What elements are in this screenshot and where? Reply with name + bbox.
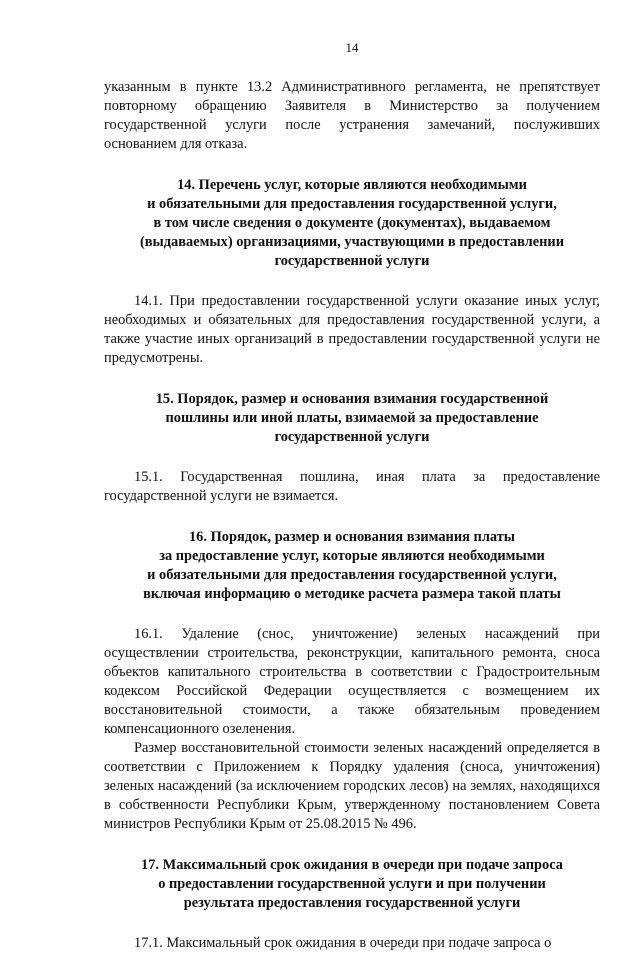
heading-line: о предоставлении государственной услуги и при получении	[158, 876, 546, 892]
heading-line: государственной услуги	[274, 429, 430, 445]
section-15-paragraph-1: 15.1. Государственная пошлина, иная плата за предоставление государственной услуги не взимается.	[104, 469, 600, 504]
heading-line: включая информацию о методике расчета размера такой платы	[143, 586, 561, 602]
document-page	[104, 40, 600, 953]
section-14-heading	[104, 176, 600, 271]
intro-paragraph: указанным в пункте 13.2 Административного регламента, не препятствует повторному обращению Заявителя в Министерство за получением государственной услуги после устранения замечаний, послуживших основанием для отказа.	[104, 79, 600, 152]
heading-line: государственной услуги	[274, 253, 430, 269]
heading-line: 16. Порядок, размер и основания взимания платы	[188, 529, 516, 545]
heading-line: за предоставление услуг, которые являются необходимыми	[159, 548, 545, 564]
section-15-heading	[104, 390, 600, 447]
section-14-paragraph-1: 14.1. При предоставлении государственной услуги оказание иных услуг, необходимых и обязательных для предоставления государственной услуги, а также участие иных организаций в предоставлении государственной услуги не предусмотрены.	[104, 293, 600, 366]
heading-line: результата предоставления государственной услуги	[183, 895, 521, 911]
section-16-paragraph-1: 16.1. Удаление (снос, уничтожение) зеленых насаждений при осуществлении строительства, реконструкции, капитального ремонта, сноса объектов капитального строительства в соответствии с Градостроительным кодексом Российской Федерации осуществляется с возмещением их восстановительной стоимости, а также обязательным проведением компенсационного озеленения.	[104, 626, 600, 737]
section-16-paragraph-2: Размер восстановительной стоимости зеленых насаждений определяется в соответствии с Приложением к Порядку удаления (сноса, уничтожения) зеленых насаждений (за исключением городских лесов) на землях, находящихся в собственности Республики Крым, утвержденному постановлением Совета министров Республики Крым от 25.08.2015 № 496.	[104, 740, 600, 832]
page-number: 14	[345, 40, 359, 55]
heading-line: 15. Порядок, размер и основания взимания государственной	[155, 391, 549, 407]
section-17-heading	[104, 856, 600, 913]
heading-line: 14. Перечень услуг, которые являются необходимыми	[177, 177, 527, 193]
heading-line: 17. Максимальный срок ожидания в очереди при подаче запроса	[141, 857, 563, 873]
section-16-heading	[104, 528, 600, 604]
heading-line: в том числе сведения о документе (документах), выдаваемом	[153, 215, 551, 231]
section-17-paragraph-1: 17.1. Максимальный срок ожидания в очереди при подаче запроса о	[134, 935, 552, 951]
heading-line: (выдаваемых) организациями, участвующими в предоставлении	[139, 234, 565, 250]
heading-line: и обязательными для предоставления государственной услуги,	[147, 567, 557, 583]
heading-line: пошлины или иной платы, взимаемой за предоставление	[165, 410, 539, 426]
heading-line: и обязательными для предоставления государственной услуги,	[147, 196, 557, 212]
